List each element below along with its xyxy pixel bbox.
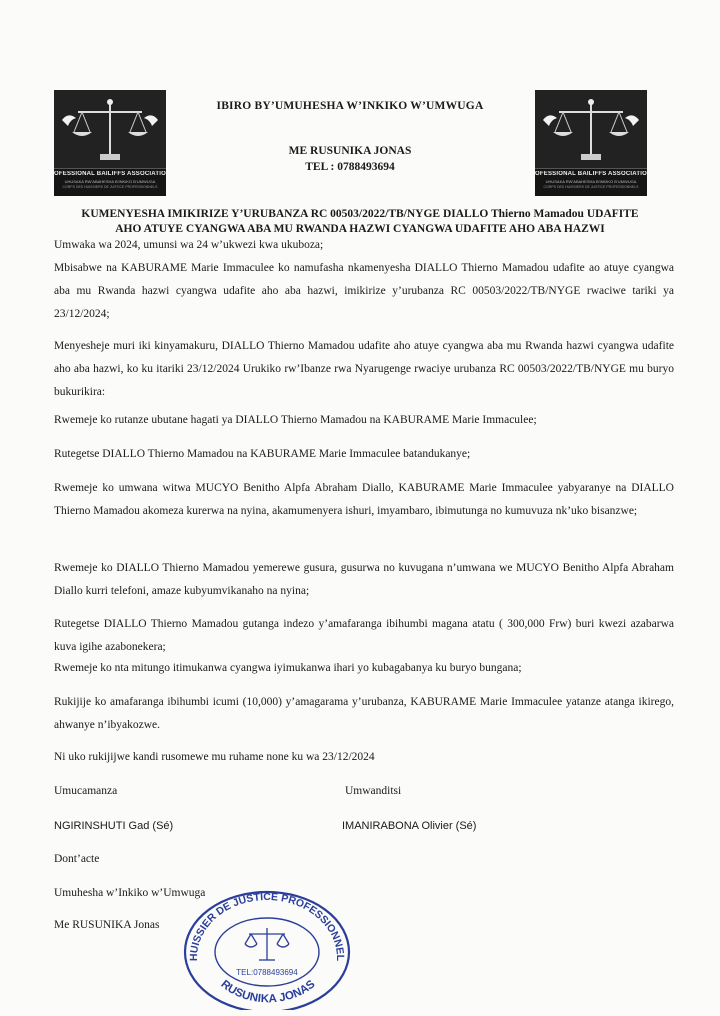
scales-of-justice-icon <box>54 90 166 170</box>
clerk-name: IMANIRABONA Olivier (Sé) <box>342 820 477 832</box>
dont-acte: Dont’acte <box>54 853 100 865</box>
logo-line-2: UHUSAKA RW’ABAHESHA B’INKIKO B’UMWUGA <box>545 179 637 184</box>
judge-name: NGIRINSHUTI Gad (Sé) <box>54 820 174 832</box>
logo-line-1: OFESSIONAL BAILIFFS ASSOCIATIO <box>54 171 166 177</box>
paragraph-ruling-3: Rwemeje ko umwana witwa MUCYO Benitho Alpfa Abraham Diallo, KABURAME Marie Immaculee yabyaranye na DIALLO Thierno Mamadou akomeza kurerwa na nyina, akamumenyera ishuri, imyambaro, ibimutunga no kumuvuza nk’uko bisanzwe; <box>54 482 674 517</box>
office-heading: IBIRO BY’UMUHESHA W’INKIKO W’UMWUGA <box>216 100 484 112</box>
paragraph-request: Mbisabwe na KABURAME Marie Immaculee ko namufasha nkamenyesha DIALLO Thierno Mamadou udafite ao atuye cyangwa aba mu Rwanda hazwi cyangwa udafite aho aba hazwi, imikirize y’urubanza RC 00503/2022/TB/NYGE rwaciwe tariki ya 23/12/2024; <box>54 262 674 320</box>
document-title <box>40 207 680 237</box>
logo-line-3: CORPS DES HUISSIERS DE JUSTICE PROFESSIONNELS <box>62 185 158 189</box>
telephone-heading: TEL : 0788493694 <box>305 161 395 173</box>
logo-line-1: OFESSIONAL BAILIFFS ASSOCIATIO <box>535 171 647 177</box>
stamp-scales-icon <box>245 928 289 960</box>
bailiff-name: Me RUSUNIKA Jonas <box>54 919 160 931</box>
paragraph-ruling-5: Rutegetse DIALLO Thierno Mamadou gutanga indezo y’amafaranga ibihumbi magana atatu ( 300,000 Frw) buri kwezi azabarwa kuva igihe azabonekera; <box>54 618 674 653</box>
clerk-title: Umwanditsi <box>345 785 402 797</box>
title-line-1: KUMENYESHA IMIKIRIZE Y’URUBANZA RC 00503/2022/TB/NYGE DIALLO Thierno Mamadou UDAFITE <box>81 208 639 220</box>
paragraph-date: Umwaka wa 2024, umunsi wa 24 w’ukwezi kwa ukuboza; <box>54 239 324 251</box>
logo-line-3: CORPS DES HUISSIERS DE JUSTICE PROFESSIONNELS <box>543 185 639 189</box>
judge-title: Umucamanza <box>54 785 118 797</box>
title-line-2: AHO ATUYE CYANGWA ABA MU RWANDA HAZWI CYANGWA UDAFITE AHO ABA HAZWI <box>115 223 605 235</box>
official-stamp <box>175 880 355 1010</box>
logo-line-2: UHUSAKA RW’ABAHESHA B’INKIKO B’UMWUGA <box>64 179 156 184</box>
paragraph-ruling-4: Rwemeje ko DIALLO Thierno Mamadou yemerewe gusura, gusurwa no kuvugana n’umwana we MUCYO Benitho Alpfa Abraham Diallo kurri telefoni, amaze kubyumvikanaho na nyina; <box>54 562 674 597</box>
stamp-tel: TEL:0788493694 <box>236 968 298 977</box>
association-logo-right <box>535 90 647 196</box>
stamp-top-text: HUISSIER DE JUSTICE PROFESSIONNEL <box>187 890 347 962</box>
association-logo-left <box>54 90 166 196</box>
stamp-name: RUSUNIKA JONAS <box>218 978 318 1006</box>
paragraph-ruling-2: Rutegetse DIALLO Thierno Mamadou na KABURAME Marie Immaculee batandukanye; <box>54 448 471 460</box>
scales-of-justice-icon <box>535 90 647 170</box>
bailiff-name-heading: ME RUSUNIKA JONAS <box>288 145 412 157</box>
paragraph-ruling-7: Rukijije ko amafaranga ibihumbi icumi (10,000) y’amagarama y’urubanza, KABURAME Marie Immaculee yatanze atanga ikirego, ahwanye n’ibyakozwe. <box>54 696 674 731</box>
bailiff-title: Umuhesha w’Inkiko w’Umwuga <box>54 887 206 899</box>
paragraph-notification: Menyesheje muri iki kinyamakuru, DIALLO Thierno Mamadou udafite aho atuye cyangwa aba mu Rwanda hazwi cyangwa udafite aho aba hazwi, ko ku itariki 23/12/2024 Urukiko rw’Ibanze rwa Nyarugenge rwaciye urubanza RC 00503/2022/TB/NYGE mu buryo bukurikira: <box>54 340 674 398</box>
paragraph-ruling-1: Rwemeje ko rutanze ubutane hagati ya DIALLO Thierno Mamadou na KABURAME Marie Immaculee; <box>54 414 537 426</box>
paragraph-closing: Ni uko rukijijwe kandi rusomewe mu ruhame none ku wa 23/12/2024 <box>54 751 375 763</box>
paragraph-ruling-6: Rwemeje ko nta mitungo itimukanwa cyangwa iyimukanwa ihari yo kubagabanya ku buryo bungana; <box>54 662 522 674</box>
